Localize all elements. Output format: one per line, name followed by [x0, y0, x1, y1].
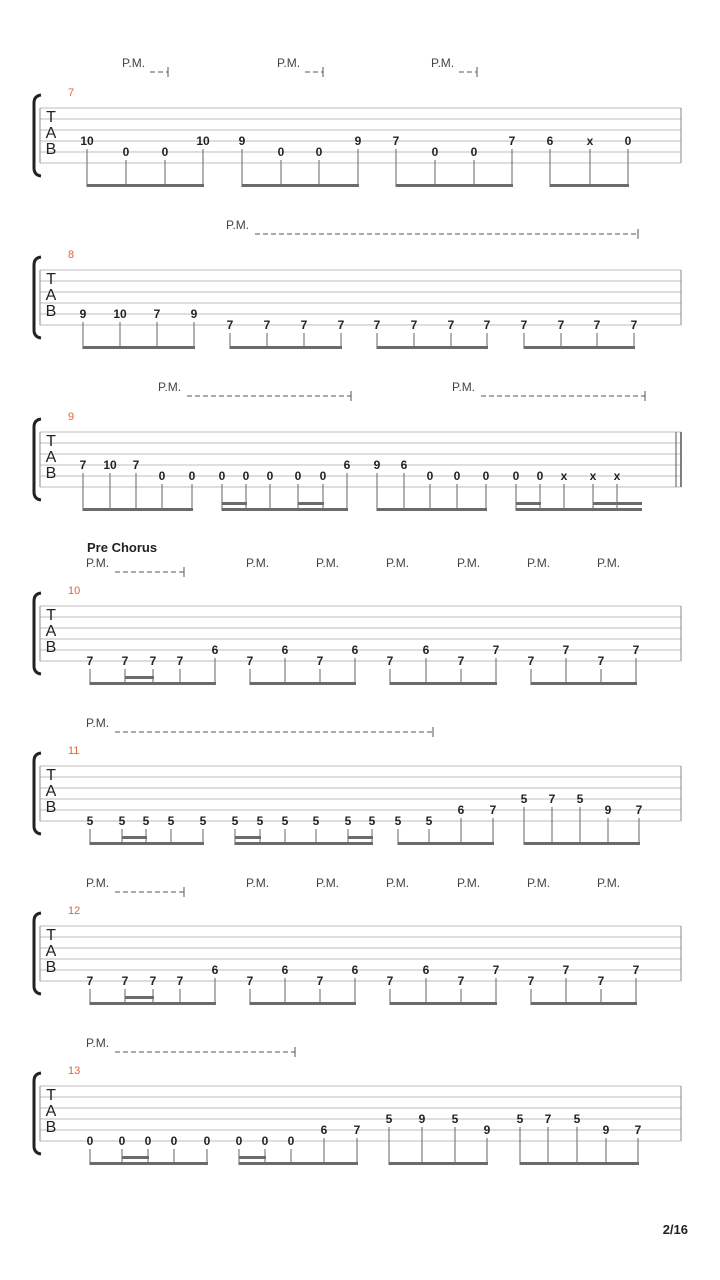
fret-number: 0: [512, 469, 520, 483]
fret-number: 5: [86, 814, 94, 828]
fret-number: 7: [86, 654, 94, 668]
beam: [377, 508, 487, 511]
fret-number: 5: [312, 814, 320, 828]
fret-number: 7: [300, 318, 308, 332]
tab-clef-t: T: [46, 109, 56, 126]
section-label: Pre Chorus: [87, 540, 158, 555]
palm-mute-label: P.M.: [226, 218, 250, 232]
fret-number: 0: [161, 145, 169, 159]
fret-number: 5: [118, 814, 126, 828]
fret-number: 7: [635, 803, 643, 817]
tab-clef-a: A: [45, 783, 57, 800]
fret-number: 6: [343, 458, 351, 472]
fret-number: 0: [470, 145, 478, 159]
beam: [398, 842, 494, 845]
tab-clef-b: B: [45, 799, 57, 816]
fret-number: 9: [602, 1123, 610, 1137]
beam-16th: [516, 502, 541, 505]
fret-number: 7: [337, 318, 345, 332]
palm-mute-label: P.M.: [457, 556, 481, 570]
fret-number: 0: [242, 469, 250, 483]
fret-number: 0: [624, 134, 632, 148]
fret-number: 7: [632, 963, 640, 977]
fret-number: 5: [231, 814, 239, 828]
fret-number: 6: [351, 643, 359, 657]
fret-number: x: [560, 469, 568, 483]
fret-number: 7: [149, 974, 157, 988]
beam: [520, 1162, 639, 1165]
palm-mute-label: P.M.: [86, 876, 110, 890]
palm-mute-label: P.M.: [431, 56, 455, 70]
palm-mute-label: P.M.: [597, 876, 621, 890]
tab-clef-b: B: [45, 639, 57, 656]
fret-number: 5: [385, 1112, 393, 1126]
beam: [242, 184, 359, 187]
fret-number: 5: [576, 792, 584, 806]
tab-clef-t: T: [46, 607, 56, 624]
fret-number: x: [613, 469, 621, 483]
fret-number: 10: [196, 134, 210, 148]
fret-number: 9: [190, 307, 198, 321]
fret-number: 7: [86, 974, 94, 988]
fret-number: 6: [457, 803, 465, 817]
fret-number: 7: [630, 318, 638, 332]
fret-number: 6: [211, 643, 219, 657]
fret-number: 7: [153, 307, 161, 321]
beam-16th: [122, 1156, 149, 1159]
beam: [250, 682, 356, 685]
palm-mute-label: P.M.: [316, 556, 340, 570]
fret-number: 7: [489, 803, 497, 817]
beam: [377, 346, 488, 349]
tab-clef-b: B: [45, 465, 57, 482]
palm-mute-label: P.M.: [86, 1036, 110, 1050]
fret-number: 7: [373, 318, 381, 332]
fret-number: 9: [483, 1123, 491, 1137]
fret-number: 7: [316, 974, 324, 988]
fret-number: 6: [211, 963, 219, 977]
fret-number: 0: [319, 469, 327, 483]
tab-clef-a: A: [45, 449, 57, 466]
fret-number: 5: [451, 1112, 459, 1126]
beam: [250, 1002, 356, 1005]
fret-number: 5: [425, 814, 433, 828]
beam: [531, 1002, 637, 1005]
fret-number: 6: [422, 643, 430, 657]
beam: [550, 184, 629, 187]
beam: [516, 508, 642, 511]
fret-number: 0: [144, 1134, 152, 1148]
fret-number: 6: [400, 458, 408, 472]
fret-number: 7: [483, 318, 491, 332]
palm-mute-label: P.M.: [527, 876, 551, 890]
fret-number: 0: [218, 469, 226, 483]
fret-number: 6: [320, 1123, 328, 1137]
fret-number: 7: [226, 318, 234, 332]
fret-number: 0: [158, 469, 166, 483]
tab-system-9: [34, 380, 681, 511]
beam: [222, 508, 348, 511]
fret-number: x: [589, 469, 597, 483]
fret-number: 7: [447, 318, 455, 332]
tab-system-10: [34, 540, 681, 685]
palm-mute-label: P.M.: [452, 380, 476, 394]
fret-number: 7: [597, 974, 605, 988]
fret-number: 7: [79, 458, 87, 472]
fret-number: 0: [261, 1134, 269, 1148]
fret-number: 7: [316, 654, 324, 668]
palm-mute-label: P.M.: [527, 556, 551, 570]
palm-mute-label: P.M.: [246, 876, 270, 890]
palm-mute-label: P.M.: [277, 56, 301, 70]
beam: [230, 346, 342, 349]
tab-clef-a: A: [45, 623, 57, 640]
beam: [83, 346, 195, 349]
fret-number: 0: [235, 1134, 243, 1148]
beam: [83, 508, 193, 511]
beam: [90, 1162, 208, 1165]
fret-number: 0: [315, 145, 323, 159]
tab-clef-a: A: [45, 1103, 57, 1120]
fret-number: 7: [246, 654, 254, 668]
palm-mute-label: P.M.: [86, 556, 110, 570]
tab-system-13: [34, 1036, 681, 1165]
fret-number: 7: [597, 654, 605, 668]
fret-number: 5: [199, 814, 207, 828]
fret-number: 0: [118, 1134, 126, 1148]
tab-clef-b: B: [45, 303, 57, 320]
beam: [524, 346, 635, 349]
tab-system-11: [34, 716, 681, 845]
fret-number: 6: [281, 643, 289, 657]
tab-clef-t: T: [46, 1087, 56, 1104]
fret-number: 0: [426, 469, 434, 483]
fret-number: 7: [492, 643, 500, 657]
palm-mute-label: P.M.: [386, 556, 410, 570]
fret-number: 5: [167, 814, 175, 828]
fret-number: 7: [121, 654, 129, 668]
fret-number: 7: [392, 134, 400, 148]
fret-number: 5: [573, 1112, 581, 1126]
fret-number: 7: [386, 974, 394, 988]
fret-number: 7: [121, 974, 129, 988]
beam-16th: [298, 502, 324, 505]
beam: [396, 184, 513, 187]
fret-number: 7: [527, 654, 535, 668]
tab-clef-a: A: [45, 125, 57, 142]
fret-number: 7: [544, 1112, 552, 1126]
fret-number: 0: [294, 469, 302, 483]
fret-number: 9: [354, 134, 362, 148]
fret-number: 7: [410, 318, 418, 332]
fret-number: 0: [86, 1134, 94, 1148]
beam-16th: [593, 502, 642, 505]
fret-number: 0: [188, 469, 196, 483]
tab-clef-b: B: [45, 959, 57, 976]
fret-number: 0: [482, 469, 490, 483]
beam: [239, 1162, 358, 1165]
fret-number: 5: [281, 814, 289, 828]
page-number: 2/16: [662, 1222, 688, 1237]
beam-16th: [239, 1156, 266, 1159]
fret-number: 5: [142, 814, 150, 828]
fret-number: 6: [422, 963, 430, 977]
measure-number: 9: [68, 411, 75, 423]
tab-system-8: [34, 218, 681, 349]
tab-clef-t: T: [46, 927, 56, 944]
palm-mute-label: P.M.: [122, 56, 146, 70]
beam: [390, 1002, 497, 1005]
fret-number: 7: [492, 963, 500, 977]
beam-16th: [222, 502, 247, 505]
measure-number: 7: [68, 87, 75, 99]
palm-mute-label: P.M.: [597, 556, 621, 570]
fret-number: 0: [170, 1134, 178, 1148]
fret-number: 7: [562, 963, 570, 977]
fret-number: 6: [546, 134, 554, 148]
beam: [235, 842, 373, 845]
fret-number: 6: [281, 963, 289, 977]
palm-mute-label: P.M.: [86, 716, 110, 730]
fret-number: 9: [238, 134, 246, 148]
beam-16th: [125, 996, 154, 999]
fret-number: 5: [394, 814, 402, 828]
tab-system-12: [34, 876, 681, 1005]
tab-clef-a: A: [45, 287, 57, 304]
fret-number: 7: [457, 654, 465, 668]
measure-number: 13: [68, 1065, 81, 1077]
fret-number: 9: [373, 458, 381, 472]
fret-number: 7: [132, 458, 140, 472]
fret-number: 5: [344, 814, 352, 828]
fret-number: 7: [562, 643, 570, 657]
fret-number: 7: [246, 974, 254, 988]
fret-number: 5: [368, 814, 376, 828]
fret-number: 0: [203, 1134, 211, 1148]
fret-number: 0: [287, 1134, 295, 1148]
palm-mute-label: P.M.: [457, 876, 481, 890]
beam-16th: [125, 676, 154, 679]
fret-number: 9: [418, 1112, 426, 1126]
tab-clef-t: T: [46, 767, 56, 784]
fret-number: 7: [632, 643, 640, 657]
fret-number: 7: [527, 974, 535, 988]
beam: [524, 842, 640, 845]
fret-number: 0: [122, 145, 130, 159]
fret-number: 0: [431, 145, 439, 159]
fret-number: 7: [176, 654, 184, 668]
fret-number: 7: [386, 654, 394, 668]
fret-number: x: [586, 134, 594, 148]
tab-clef-b: B: [45, 1119, 57, 1136]
fret-number: 7: [520, 318, 528, 332]
beam: [90, 1002, 216, 1005]
fret-number: 7: [457, 974, 465, 988]
fret-number: 0: [277, 145, 285, 159]
fret-number: 10: [103, 458, 117, 472]
fret-number: 7: [557, 318, 565, 332]
fret-number: 7: [353, 1123, 361, 1137]
measure-number: 11: [68, 745, 80, 757]
beam: [389, 1162, 488, 1165]
fret-number: 10: [80, 134, 94, 148]
fret-number: 10: [113, 307, 127, 321]
fret-number: 7: [548, 792, 556, 806]
beam: [531, 682, 637, 685]
fret-number: 7: [593, 318, 601, 332]
fret-number: 9: [604, 803, 612, 817]
palm-mute-label: P.M.: [246, 556, 270, 570]
tab-system-7: [34, 56, 681, 187]
fret-number: 5: [516, 1112, 524, 1126]
fret-number: 5: [520, 792, 528, 806]
fret-number: 0: [266, 469, 274, 483]
tab-clef-t: T: [46, 433, 56, 450]
fret-number: 7: [634, 1123, 642, 1137]
beam: [90, 682, 216, 685]
fret-number: 6: [351, 963, 359, 977]
fret-number: 0: [453, 469, 461, 483]
beam: [390, 682, 497, 685]
fret-number: 7: [176, 974, 184, 988]
fret-number: 7: [508, 134, 516, 148]
tab-clef-b: B: [45, 141, 57, 158]
tab-clef-a: A: [45, 943, 57, 960]
fret-number: 7: [263, 318, 271, 332]
measure-number: 8: [68, 249, 75, 261]
beam: [87, 184, 204, 187]
fret-number: 5: [256, 814, 264, 828]
beam-16th: [348, 836, 373, 839]
beam-16th: [122, 836, 147, 839]
fret-number: 7: [149, 654, 157, 668]
palm-mute-label: P.M.: [158, 380, 182, 394]
beam: [90, 842, 204, 845]
measure-number: 10: [68, 585, 81, 597]
tab-clef-t: T: [46, 271, 56, 288]
fret-number: 9: [79, 307, 87, 321]
beam-16th: [235, 836, 261, 839]
measure-number: 12: [68, 905, 81, 917]
palm-mute-label: P.M.: [316, 876, 340, 890]
palm-mute-label: P.M.: [386, 876, 410, 890]
fret-number: 0: [536, 469, 544, 483]
